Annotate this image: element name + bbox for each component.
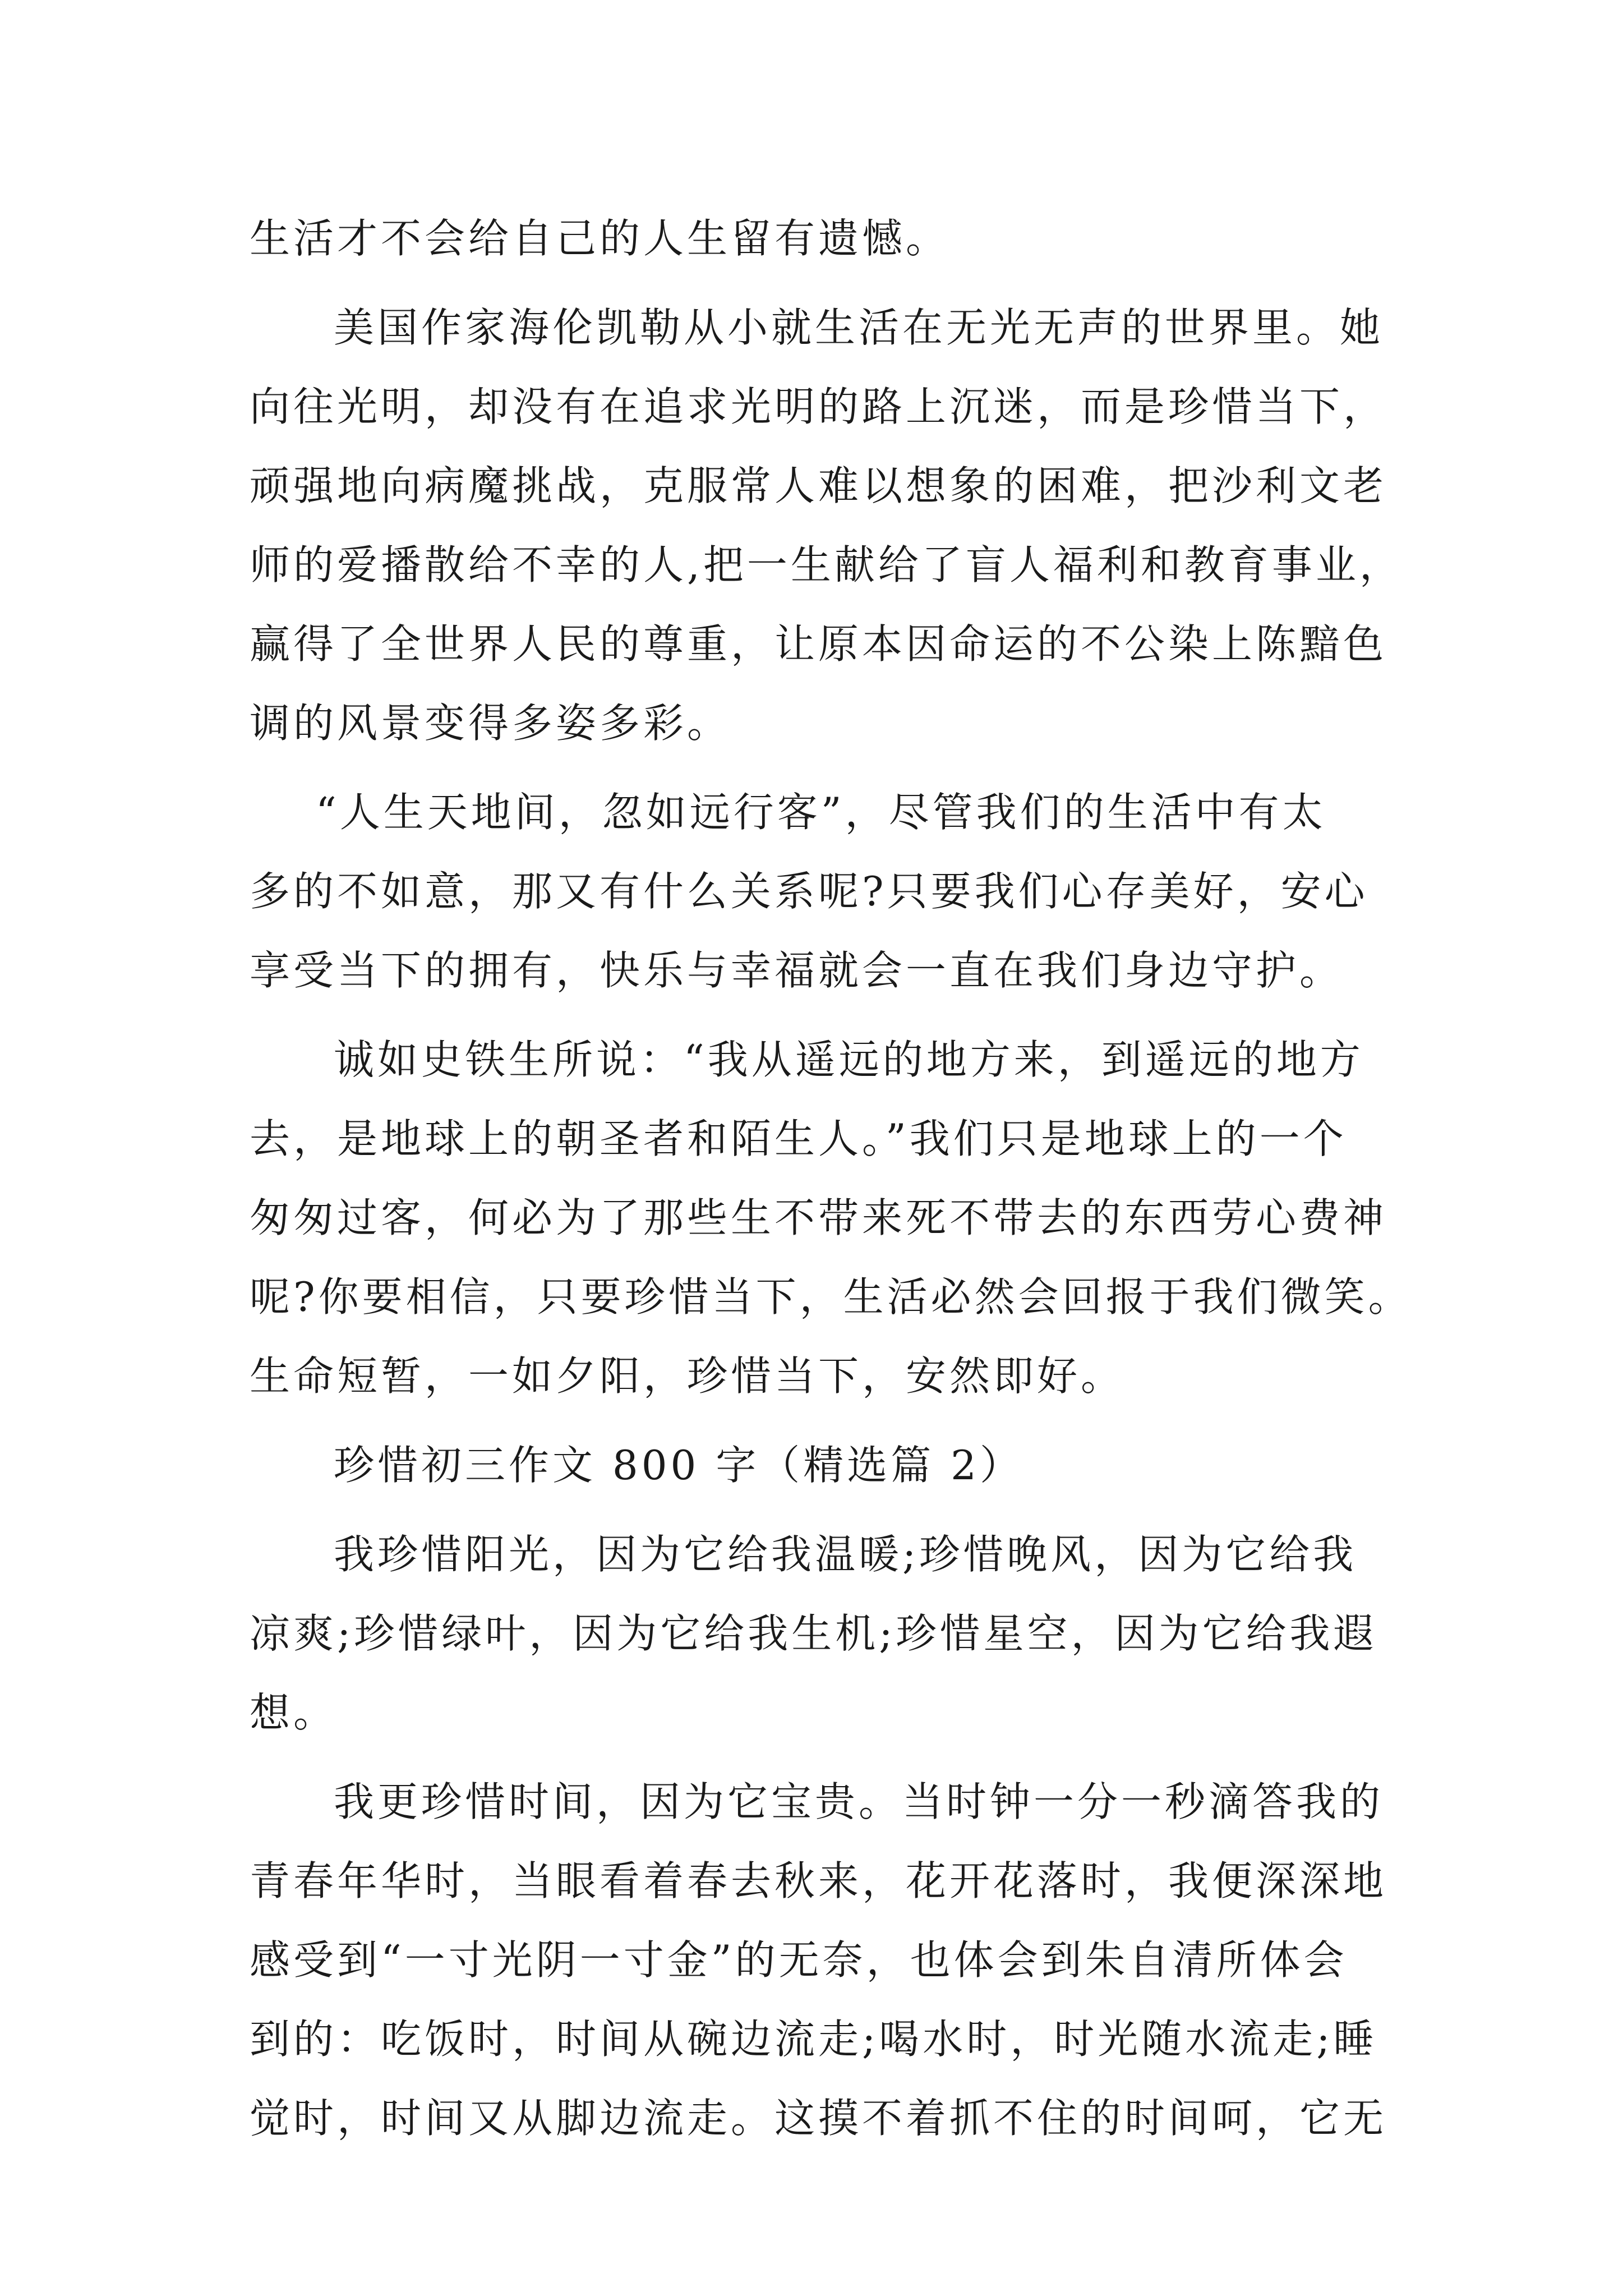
text-line: 享受当下的拥有，快乐与幸福就会一直在我们身边守护。 xyxy=(250,947,1344,994)
text-line: 师的爱播散给不幸的人,把一生献给了盲人福利和教育事业， xyxy=(250,541,1403,588)
text-line: 感受到“一寸光阴一寸金”的无奈，也体会到朱自清所体会 xyxy=(250,1936,1348,1984)
section-heading xyxy=(250,1426,1388,1505)
text-line: 去，是地球上的朝圣者和陌生人。”我们只是地球上的一个 xyxy=(250,1115,1347,1162)
text-line: 向往光明，却没有在追求光明的路上沉迷，而是珍惜当下， xyxy=(250,383,1387,430)
paragraph-3 xyxy=(250,773,1388,1010)
text-line: 美国作家海伦凯勒从小就生活在无光无声的世界里。她 xyxy=(334,304,1384,351)
text-line: 生活才不会给自己的人生留有遗憾。 xyxy=(250,215,950,262)
text-line: 赢得了全世界人民的尊重，让原本因命运的不公染上陈黯色 xyxy=(250,620,1387,668)
text-line: 生命短暂，一如夕阳，珍惜当下，安然即好。 xyxy=(250,1352,1125,1400)
text-line: 我更珍惜时间，因为它宝贵。当时钟一分一秒滴答我的 xyxy=(334,1778,1384,1825)
text-line: 凉爽;珍惜绿叶，因为它给我生机;珍惜星空，因为它给我遐 xyxy=(250,1610,1377,1657)
text-line: 我珍惜阳光，因为它给我温暖;珍惜晚风，因为它给我 xyxy=(334,1531,1357,1578)
paragraph-6 xyxy=(250,1515,1388,1752)
text-line: 诚如史铁生所说：“我从遥远的地方来，到遥远的地方 xyxy=(334,1036,1364,1083)
text-line: 调的风景变得多姿多彩。 xyxy=(250,700,731,747)
paragraph-1 xyxy=(250,199,1388,278)
text-line: 到的：吃饭时，时间从碗边流走;喝水时，时光随水流走;睡 xyxy=(250,2016,1377,2063)
text-line: 顽强地向病魔挑战，克服常人难以想象的困难，把沙利文老 xyxy=(250,462,1387,509)
text-line: 想。 xyxy=(250,1689,338,1736)
paragraph-2 xyxy=(250,288,1403,763)
document-body xyxy=(250,199,1412,2158)
text-line: “人生天地间，忽如远行客”，尽管我们的生活中有太 xyxy=(316,789,1326,836)
text-line: 匆匆过客，何必为了那些生不带来死不带去的东西劳心费神 xyxy=(250,1194,1387,1241)
text-line: 呢?你要相信，只要珍惜当下，生活必然会回报于我们微笑。 xyxy=(250,1273,1412,1320)
paragraph-4 xyxy=(250,1020,1412,1416)
text-line: 多的不如意，那又有什么关系呢?只要我们心存美好，安心 xyxy=(250,868,1368,915)
text-line: 珍惜初三作文 800 字（精选篇 2） xyxy=(334,1442,1023,1489)
paragraph-7 xyxy=(250,1763,1388,2158)
text-line: 青春年华时，当眼看着春去秋来，花开花落时，我便深深地 xyxy=(250,1857,1387,1904)
text-line: 觉时，时间又从脚边流走。这摸不着抓不住的时间呵，它无 xyxy=(250,2095,1387,2142)
